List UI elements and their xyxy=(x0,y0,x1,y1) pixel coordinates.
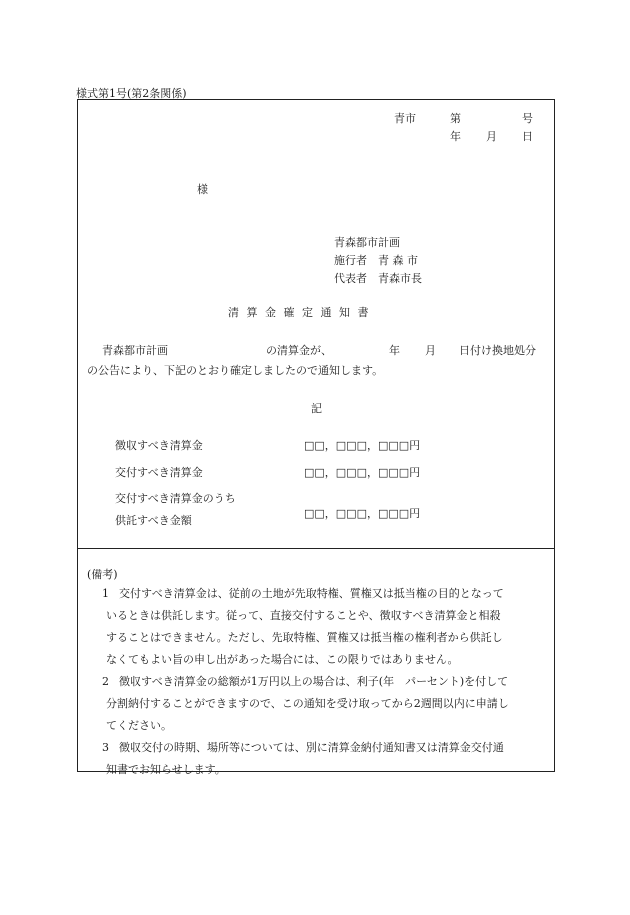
section-divider xyxy=(78,548,554,549)
amount-label-3a: 交付すべき清算金のうち xyxy=(115,492,236,505)
amount-value-1: □□，□□□，□□□円 xyxy=(304,439,421,452)
note-1-line-4: なくてもよい旨の申し出があった場合には、この限りではありません。 xyxy=(106,653,459,666)
note-1-line-2: いるときは供託します。従って、直接交付することや、徴収すべき清算金と相殺 xyxy=(106,609,501,622)
amount-value-3: □□，□□□，□□□円 xyxy=(304,507,421,520)
body-part-month: 月 xyxy=(425,344,436,357)
issuer-line-3: 代表者 青森市長 xyxy=(334,272,422,285)
note-number-3: 3 xyxy=(102,741,109,754)
body-part-2: の清算金が、 xyxy=(266,344,332,357)
document-title: 清 算 金 確 定 通 知 書 xyxy=(228,306,371,319)
note-1-line-3: することはできません。ただし、先取特権、質権又は抵当権の権利者から供託し xyxy=(106,631,503,644)
body-part-5: 日付け換地処分 xyxy=(459,344,536,357)
form-number-label: 様式第1号(第2条関係) xyxy=(76,87,187,100)
amount-label-2: 交付すべき清算金 xyxy=(115,466,203,479)
go-label: 号 xyxy=(522,112,533,125)
ki-label: 記 xyxy=(311,402,322,415)
dai-label: 第 xyxy=(450,112,461,125)
body-line-2: の公告により、下記のとおり確定しましたので通知します。 xyxy=(87,364,384,377)
amount-label-1: 徴収すべき清算金 xyxy=(115,439,203,452)
note-2-line-1: 徴収すべき清算金の総額が1万円以上の場合は、利子(年 パーセント)を付して xyxy=(119,675,509,688)
addressee-suffix: 様 xyxy=(197,183,208,196)
document-frame xyxy=(77,99,555,776)
note-2-line-2: 分割納付することができますので、この通知を受け取ってから2週間以内に申請し xyxy=(106,697,509,710)
note-number-2: 2 xyxy=(102,675,109,688)
year-label: 年 xyxy=(450,130,461,143)
body-part-year: 年 xyxy=(389,344,400,357)
note-2-line-3: てください。 xyxy=(106,719,172,732)
city-label: 青市 xyxy=(394,112,416,125)
note-1-line-1: 交付すべき清算金は、従前の土地が先取特権、質権又は抵当権の目的となって xyxy=(119,587,504,600)
issuer-line-1: 青森都市計画 xyxy=(334,236,400,249)
note-number-1: 1 xyxy=(102,587,109,600)
amount-value-2: □□，□□□，□□□円 xyxy=(304,466,421,479)
note-3-line-2: 知書でお知らせします。 xyxy=(106,763,226,776)
amount-label-3b: 供託すべき金額 xyxy=(115,514,192,527)
notes-heading: (備考) xyxy=(87,568,118,581)
day-label: 日 xyxy=(522,130,533,143)
note-3-line-1: 徴収交付の時期、場所等については、別に清算金納付通知書又は清算金交付通 xyxy=(119,741,504,754)
issuer-line-2: 施行者 青 森 市 xyxy=(334,254,418,267)
body-part-1: 青森都市計画 xyxy=(102,344,168,357)
month-label: 月 xyxy=(486,130,497,143)
